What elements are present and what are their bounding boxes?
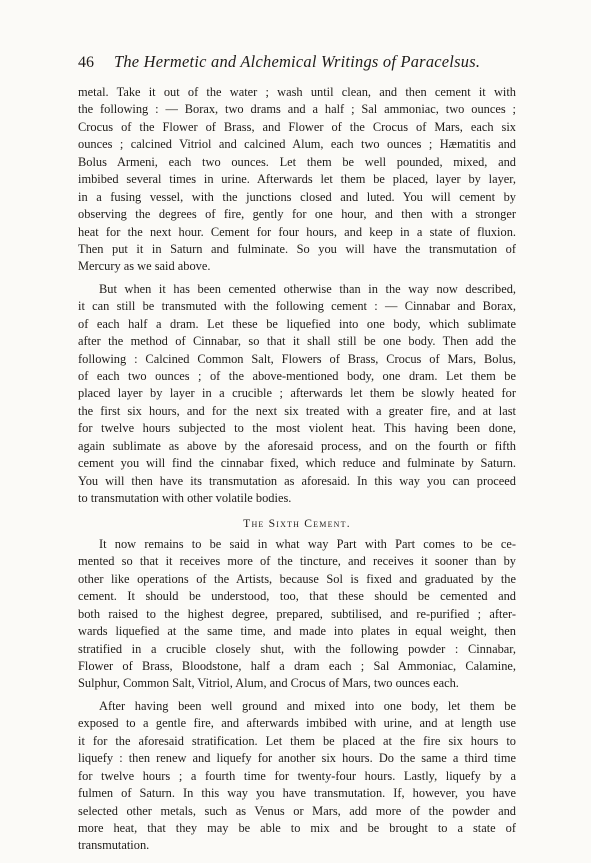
section-heading: The Sixth Cement.	[243, 516, 351, 530]
text-line: selected other metals, such as Venus or Mars, add more of the powder and	[78, 803, 516, 818]
text-line: it for the aforesaid stratification. Let them be placed at the fire six hours to	[78, 733, 516, 748]
text-line: cement you will find the cinnabar fixed, which reduce and fulminate by Saturn.	[78, 456, 516, 471]
text-line: Then put it in Saturn and fulminate. So you will have the transmutation of	[78, 241, 516, 256]
text-line: placed layer by layer in a crucible ; afterwards let them be slowly heated for	[78, 386, 516, 401]
text-line: of each two ounces ; of the above-mentioned body, one dram. Let them be	[78, 369, 516, 383]
text-line: the first six hours, and for the next six treated with a greater fire, and at last	[78, 403, 516, 418]
page-body	[78, 84, 516, 855]
text-line: stratified in a crucible closely shut, with the following powder : Cinnabar,	[78, 641, 516, 656]
text-line: observing the degrees of fire, gently for one hour, and then with a stronger	[78, 207, 516, 222]
text-line: It now remains to be said in what way Part with Part comes to be ce-	[99, 536, 516, 551]
text-line: again sublimate as above by the aforesaid process, and on the fourth or fifth	[78, 438, 516, 453]
text-line: after the method of Cinnabar, so that it shall still be one body. Then add the	[78, 334, 516, 349]
text-line: more heat, that they may be able to mix and be brought to a state of	[78, 820, 516, 835]
text-line: following : Calcined Common Salt, Flowers of Brass, Crocus of Mars, Bolus,	[78, 351, 516, 366]
text-line: to transmutation with other volatile bodies.	[78, 491, 292, 506]
paragraph	[78, 536, 516, 693]
text-line: it can still be transmuted with the following cement : — Cinnabar and Borax,	[78, 299, 516, 314]
paragraph	[78, 281, 516, 508]
running-title: The Hermetic and Alchemical Writings of Paracelsus.	[114, 52, 481, 71]
page-number: 46	[78, 54, 94, 71]
paragraph	[78, 698, 516, 855]
running-header	[78, 52, 518, 72]
text-line: Mercury as we said above.	[78, 259, 211, 274]
text-line: fulmen of Saturn. In this way you have transmutation. If, however, you have	[78, 786, 516, 801]
text-line: other like operations of the Artists, because Sol is fixed and graduated by the	[78, 571, 516, 586]
text-line: You will then have its transmutation as aforesaid. In this way you can proceed	[78, 473, 516, 488]
text-line: for twelve hours ; a fourth time for twenty-four hours. Lastly, liquefy by a	[78, 768, 516, 783]
text-line: ounces ; calcined Vitriol and calcined Alum, each two ounces ; Hæmatitis and	[78, 137, 516, 152]
text-line: heat for the next hour. Cement for four hours, and keep in a state of fluxion.	[78, 224, 516, 239]
text-line: metal. Take it out of the water ; wash until clean, and then cement it with	[78, 85, 516, 99]
paragraph	[78, 84, 516, 276]
text-line: But when it has been cemented otherwise than in the way now described,	[99, 281, 516, 296]
text-line: cement. It should be understood, too, that these should be cemented and	[78, 589, 516, 604]
text-line: imbibed several times in urine. Afterwards let them be placed, layer by layer,	[78, 172, 516, 187]
text-line: After having been well ground and mixed into one body, let them be	[99, 698, 516, 713]
text-line: Bolus Armeni, each two ounces. Let them be well pounded, mixed, and	[78, 154, 516, 169]
text-line: transmutation.	[78, 838, 150, 853]
text-line: Sulphur, Common Salt, Vitriol, Alum, and Crocus of Mars, two ounces each.	[78, 676, 459, 691]
text-line: both raised to the highest degree, prepared, subtilised, and re-purified ; after-	[78, 606, 516, 621]
text-line: the following : — Borax, two drams and a half ; Sal ammoniac, two ounces ;	[78, 102, 516, 117]
text-line: Flower of Brass, Bloodstone, half a dram each ; Sal Ammoniac, Calamine,	[78, 659, 516, 673]
text-line: liquefy : then renew and liquefy for another six hours. Do the same a third time	[78, 751, 516, 766]
text-line: mented so that it receives more of the tincture, and receives it sooner than by	[78, 554, 516, 569]
text-line: of each half a dram. Let these be liquefied into one body, which sublimate	[78, 316, 516, 331]
text-line: wards liquefied at the same time, and made into plates in equal weight, then	[78, 624, 516, 639]
text-line: exposed to a gentle fire, and afterwards imbibed with urine, and at length use	[78, 716, 516, 731]
text-line: in a fusing vessel, with the junctions closed and luted. You will cement by	[78, 189, 516, 204]
text-line: Crocus of the Flower of Brass, and Flower of the Crocus of Mars, each six	[78, 119, 516, 134]
text-line: for twelve hours subjected to the most violent heat. This having been done,	[78, 421, 516, 436]
